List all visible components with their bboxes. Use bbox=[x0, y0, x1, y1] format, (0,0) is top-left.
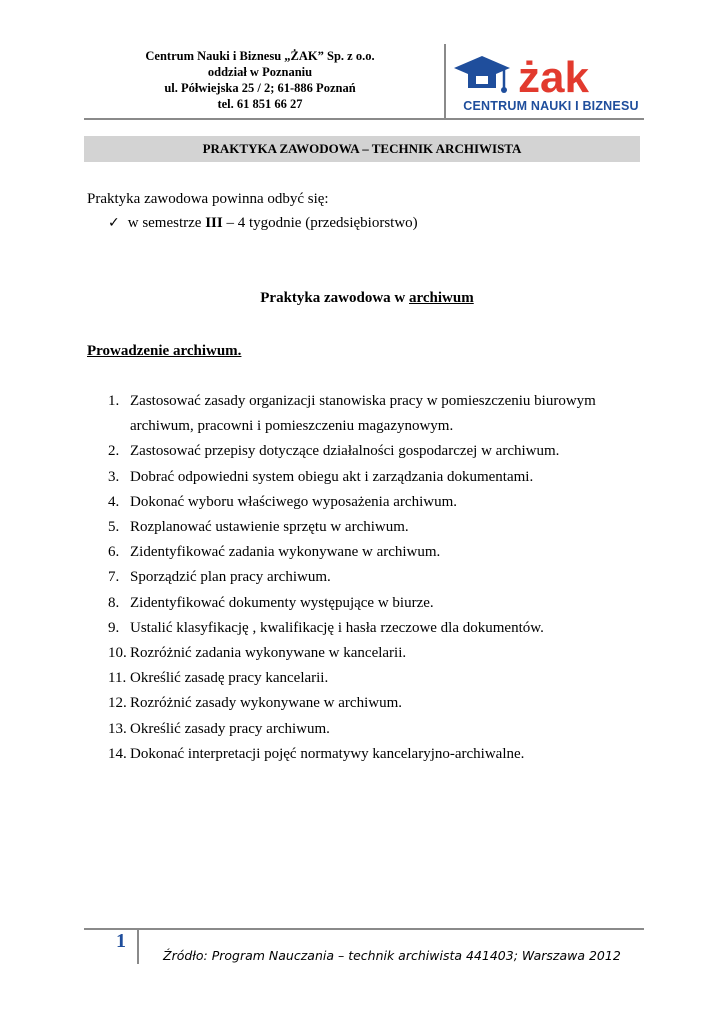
list-item-number: 4. bbox=[108, 493, 120, 510]
list-item bbox=[0, 691, 620, 716]
list-item-number: 5. bbox=[108, 519, 120, 536]
footer-divider-vertical bbox=[137, 928, 139, 964]
list-item bbox=[0, 490, 620, 515]
list-item-number: 8. bbox=[108, 594, 120, 611]
list-item-text: Zidentyfikować zadania wykonywane w archiwum. bbox=[130, 544, 441, 561]
list-item bbox=[0, 717, 620, 742]
page-title: PRAKTYKA ZAWODOWA – TECHNIK ARCHIWISTA bbox=[202, 141, 522, 156]
semester-bullet bbox=[108, 213, 418, 233]
address-line-street: ul. Półwiejska 25 / 2; 61-886 Poznań bbox=[164, 81, 356, 95]
address-line-phone: tel. 61 851 66 27 bbox=[217, 97, 303, 111]
logo-subtitle: CENTRUM NAUKI I BIZNESU bbox=[463, 99, 639, 113]
header-divider-vertical bbox=[444, 44, 446, 118]
list-item-text: archiwum, pracowni i pomieszczeniu magazynowym. bbox=[130, 418, 454, 435]
list-item bbox=[0, 565, 620, 590]
list-item-text: Sporządzić plan pracy archiwum. bbox=[130, 569, 331, 586]
bullet-text: w semestrze III – 4 tygodnie (przedsiębiorstwo) bbox=[127, 215, 418, 231]
list-item-number: 13. bbox=[108, 720, 127, 737]
intro-text: Praktyka zawodowa powinna odbyć się: bbox=[87, 191, 329, 207]
subheading: Prowadzenie archiwum. bbox=[87, 343, 242, 359]
section-title: Praktyka zawodowa w archiwum bbox=[260, 290, 474, 306]
list-item-text: Rozróżnić zadania wykonywane w kancelarii. bbox=[130, 645, 407, 662]
header-divider-horizontal bbox=[84, 118, 644, 120]
list-item-number: 1. bbox=[108, 393, 120, 409]
list-item-text: Dokonać wyboru właściwego wyposażenia archiwum. bbox=[130, 493, 457, 510]
list-item bbox=[0, 742, 620, 767]
list-item-text: Rozplanować ustawienie sprzętu w archiwum. bbox=[130, 519, 409, 536]
list-item bbox=[0, 439, 620, 464]
list-item-number: 6. bbox=[108, 544, 120, 561]
graduation-cap-icon bbox=[454, 56, 510, 93]
list-item-text: Określić zasadę pracy kancelarii. bbox=[130, 670, 329, 687]
list-item-text: Ustalić klasyfikację , kwalifikację i hasła rzeczowe dla dokumentów. bbox=[130, 619, 544, 636]
logo-wordmark: żak bbox=[518, 53, 589, 102]
list-item bbox=[0, 641, 620, 666]
list-item-text: Dokonać interpretacji pojęć normatywy kancelaryjno-archiwalne. bbox=[130, 745, 525, 762]
address-line-branch: oddział w Poznaniu bbox=[207, 65, 313, 79]
footer-source: Źródło: Program Nauczania – technik archiwista 441403; Warszawa 2012 bbox=[163, 948, 621, 963]
page-title-bar bbox=[84, 136, 640, 162]
list-item bbox=[0, 666, 620, 691]
list-item bbox=[0, 616, 620, 641]
list-item-text: Dobrać odpowiedni system obiegu akt i zarządzania dokumentami. bbox=[130, 468, 534, 485]
list-item-text: Zastosować zasady organizacji stanowiska pracy w pomieszczeniu biurowym bbox=[130, 393, 596, 409]
list-item bbox=[0, 389, 620, 439]
address-line-company: Centrum Nauki i Biznesu „ŻAK” Sp. z o.o. bbox=[145, 49, 375, 63]
list-item-text: Zidentyfikować dokumenty występujące w biurze. bbox=[130, 594, 434, 611]
list-item bbox=[0, 515, 620, 540]
list-item-number: 11. bbox=[108, 670, 127, 687]
list-item bbox=[0, 540, 620, 565]
list-item-number: 9. bbox=[108, 619, 120, 636]
list-item-text: Rozróżnić zasady wykonywane w archiwum. bbox=[130, 695, 402, 712]
list-item-number: 2. bbox=[108, 443, 120, 460]
list-item-text: Zastosować przepisy dotyczące działalności gospodarczej w archiwum. bbox=[130, 443, 560, 460]
task-list bbox=[0, 389, 620, 767]
list-item-number: 3. bbox=[108, 468, 120, 485]
header-address bbox=[110, 48, 410, 112]
list-item-number: 12. bbox=[108, 695, 127, 712]
list-item-text: Określić zasady pracy archiwum. bbox=[130, 720, 330, 737]
list-item bbox=[0, 591, 620, 616]
list-item-number: 10. bbox=[108, 645, 127, 662]
footer-divider-horizontal bbox=[84, 928, 644, 930]
list-item bbox=[0, 465, 620, 490]
page-number: 1 bbox=[116, 930, 126, 952]
list-item-number: 7. bbox=[108, 569, 120, 586]
list-item-number: 14. bbox=[108, 745, 127, 762]
checkmark-icon: ✓ bbox=[108, 215, 120, 231]
